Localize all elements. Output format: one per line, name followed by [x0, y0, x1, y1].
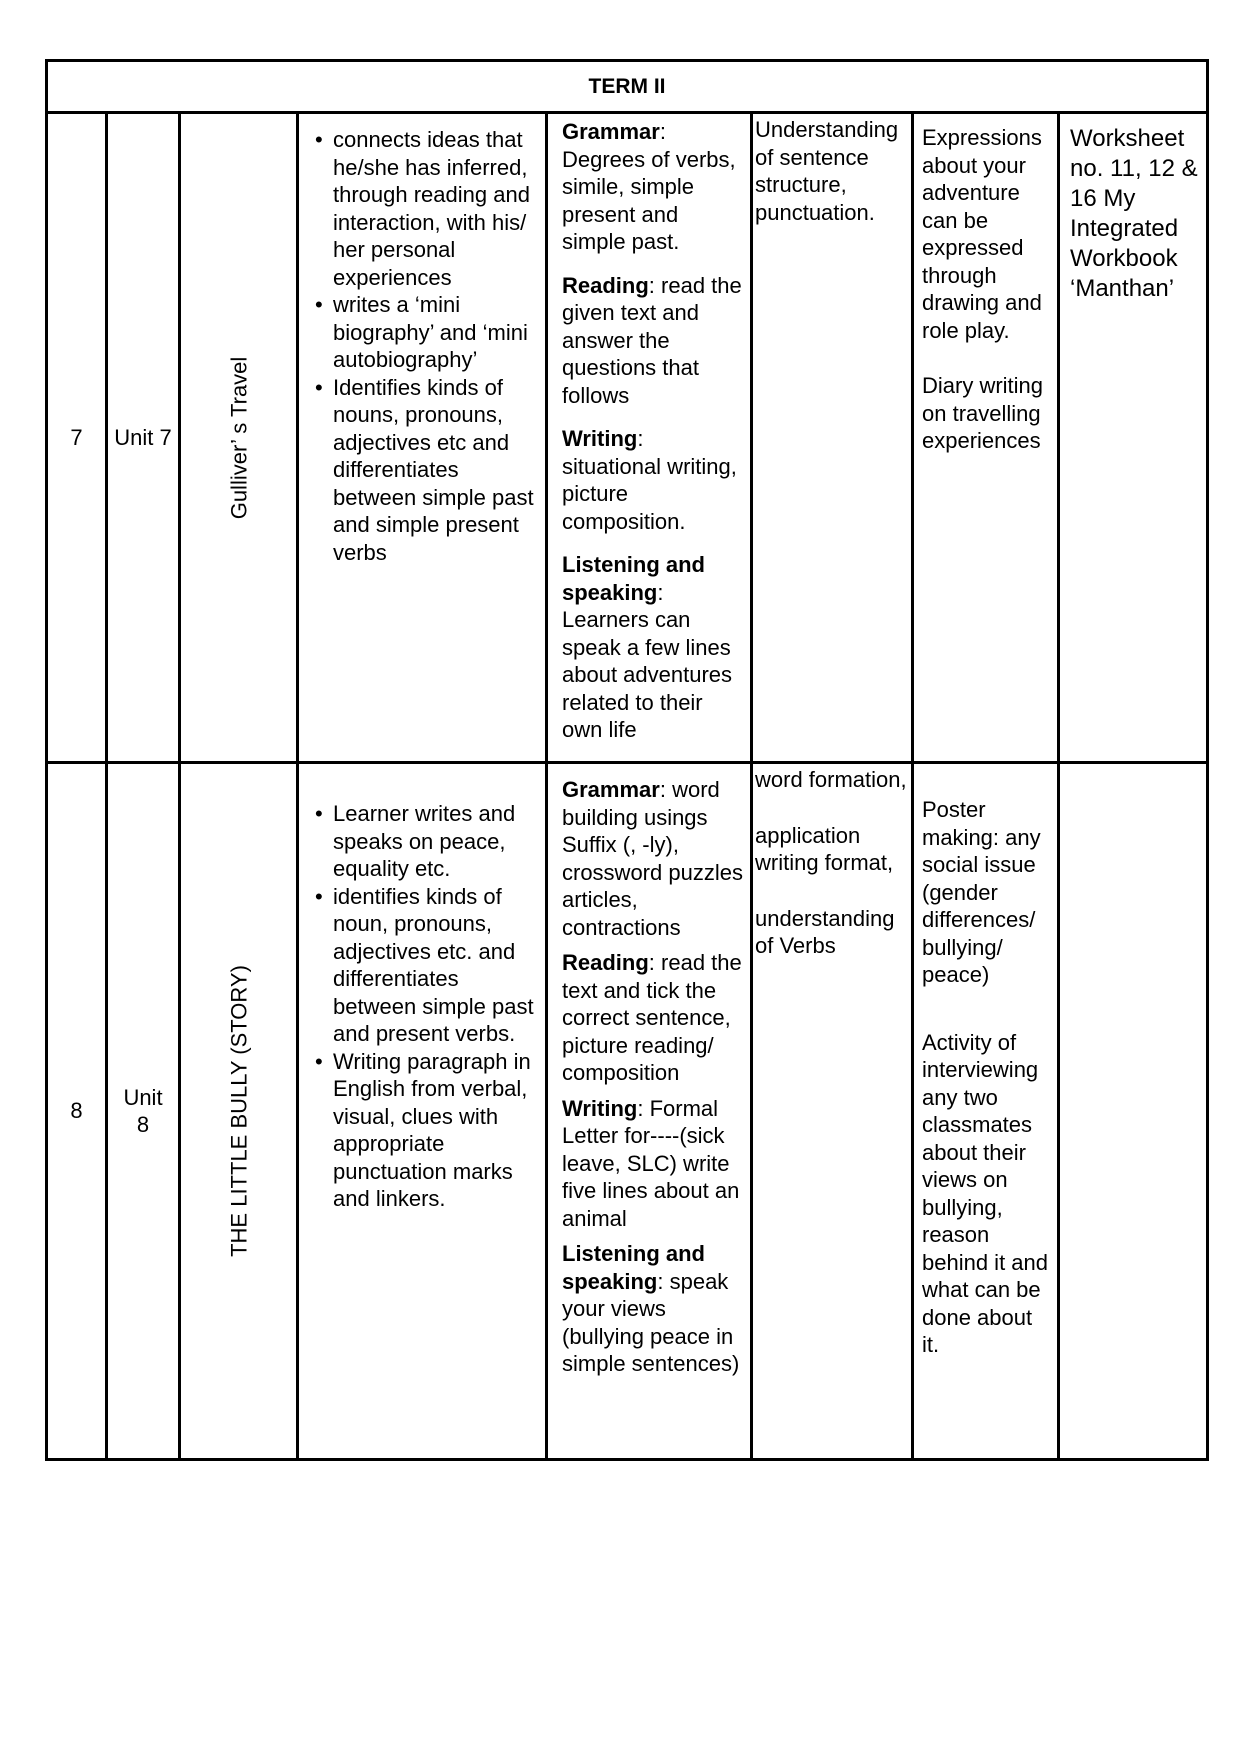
skill-label: Writing — [562, 426, 638, 451]
row-number: 7 — [47, 113, 107, 763]
focus-text: Understanding of sentence structure, punctuation. — [755, 117, 899, 225]
activity-text: Activity of interviewing any two classmates about their views on bullying, reason behind it and what can be done about it. — [922, 1029, 1048, 1357]
skill-label: Listening and speaking — [562, 552, 705, 605]
unit-label-cell — [107, 763, 180, 1460]
activities-cell — [913, 763, 1059, 1460]
focus-text: word formation, — [755, 767, 907, 792]
skill-text: : word building usings Suffix (, -ly), crossword puzzles articles, contractions — [562, 777, 743, 940]
list-item: • connects ideas that he/she has inferred, through reading and interaction, with his/ her personal experiences — [333, 126, 541, 291]
skill-label: Reading — [562, 272, 649, 298]
term-header-row — [47, 61, 1208, 113]
resources-cell — [1059, 113, 1208, 763]
learning-outcomes — [303, 126, 541, 566]
skill-label: Reading — [562, 950, 649, 975]
skill-text: : read the given text and answer the questions that follows — [562, 272, 742, 408]
skill-text: : read the text and tick the correct sentence, picture reading/ composition — [562, 950, 742, 1085]
skill-label: Grammar — [562, 777, 660, 802]
focus-cell — [752, 763, 913, 1460]
skills-cell — [547, 763, 752, 1460]
activities-cell — [913, 113, 1059, 763]
term-heading: TERM II — [47, 61, 1208, 113]
list-item: • Learner writes and speaks on peace, equality etc. — [333, 800, 541, 883]
skill-text: : Learners can speak a few lines about adventures related to their own life — [562, 579, 733, 742]
syllabus-table — [45, 59, 1209, 1461]
lesson-title-cell — [180, 113, 298, 763]
activity-text: Diary writing on travelling experiences — [922, 373, 1044, 453]
skill-text: : Degrees of verbs, simile, simple present and simple past. — [562, 119, 736, 254]
unit-label: Unit 8 — [123, 1084, 163, 1137]
learning-outcomes-cell — [298, 113, 547, 763]
lesson-title-cell — [180, 763, 298, 1460]
activity-text: Poster making: any social issue (gender differences/ bullying/ peace) — [922, 797, 1041, 987]
table-row — [47, 113, 1208, 763]
row-number: 8 — [47, 763, 107, 1460]
activity-text: Expressions about your adventure can be expressed through drawing and role play. — [922, 125, 1042, 343]
list-item: • Writing paragraph in English from verbal, visual, clues with appropriate punctuation marks and linkers. — [333, 1048, 541, 1213]
skill-text: : speak your views (bullying peace in simple sentences) — [562, 1268, 740, 1376]
table-row — [47, 763, 1208, 1460]
focus-text: application writing format, — [755, 822, 894, 875]
lesson-title: Gulliver’ s Travel — [225, 356, 251, 519]
resources-cell — [1059, 763, 1208, 1460]
skill-label: Listening and speaking — [562, 1241, 705, 1294]
resources-text: Worksheet no. 11, 12 & 16 My Integrated Workbook ‘Manthan’ — [1070, 125, 1198, 302]
skill-label: Grammar — [562, 119, 660, 144]
list-item: • identifies kinds of noun, pronouns, adjectives etc. and differentiates between simple past and present verbs. — [333, 883, 541, 1048]
focus-cell — [752, 113, 913, 763]
skills-cell — [547, 113, 752, 763]
list-item: • Identifies kinds of nouns, pronouns, adjectives etc and differentiates between simple past and simple present verbs — [333, 374, 541, 567]
unit-label: Unit 7 — [107, 113, 180, 763]
skill-text: : situational writing, picture composition. — [562, 426, 737, 534]
skill-text: : Formal Letter for----(sick leave, SLC) write five lines about an animal — [562, 1095, 740, 1231]
lesson-title: THE LITTLE BULLY (STORY) — [225, 965, 251, 1257]
learning-outcomes — [303, 800, 541, 1213]
learning-outcomes-cell — [298, 763, 547, 1460]
list-item: • writes a ‘mini biography’ and ‘mini autobiography’ — [333, 291, 541, 374]
skill-label: Writing — [562, 1095, 638, 1121]
focus-text: understanding of Verbs — [755, 905, 895, 958]
